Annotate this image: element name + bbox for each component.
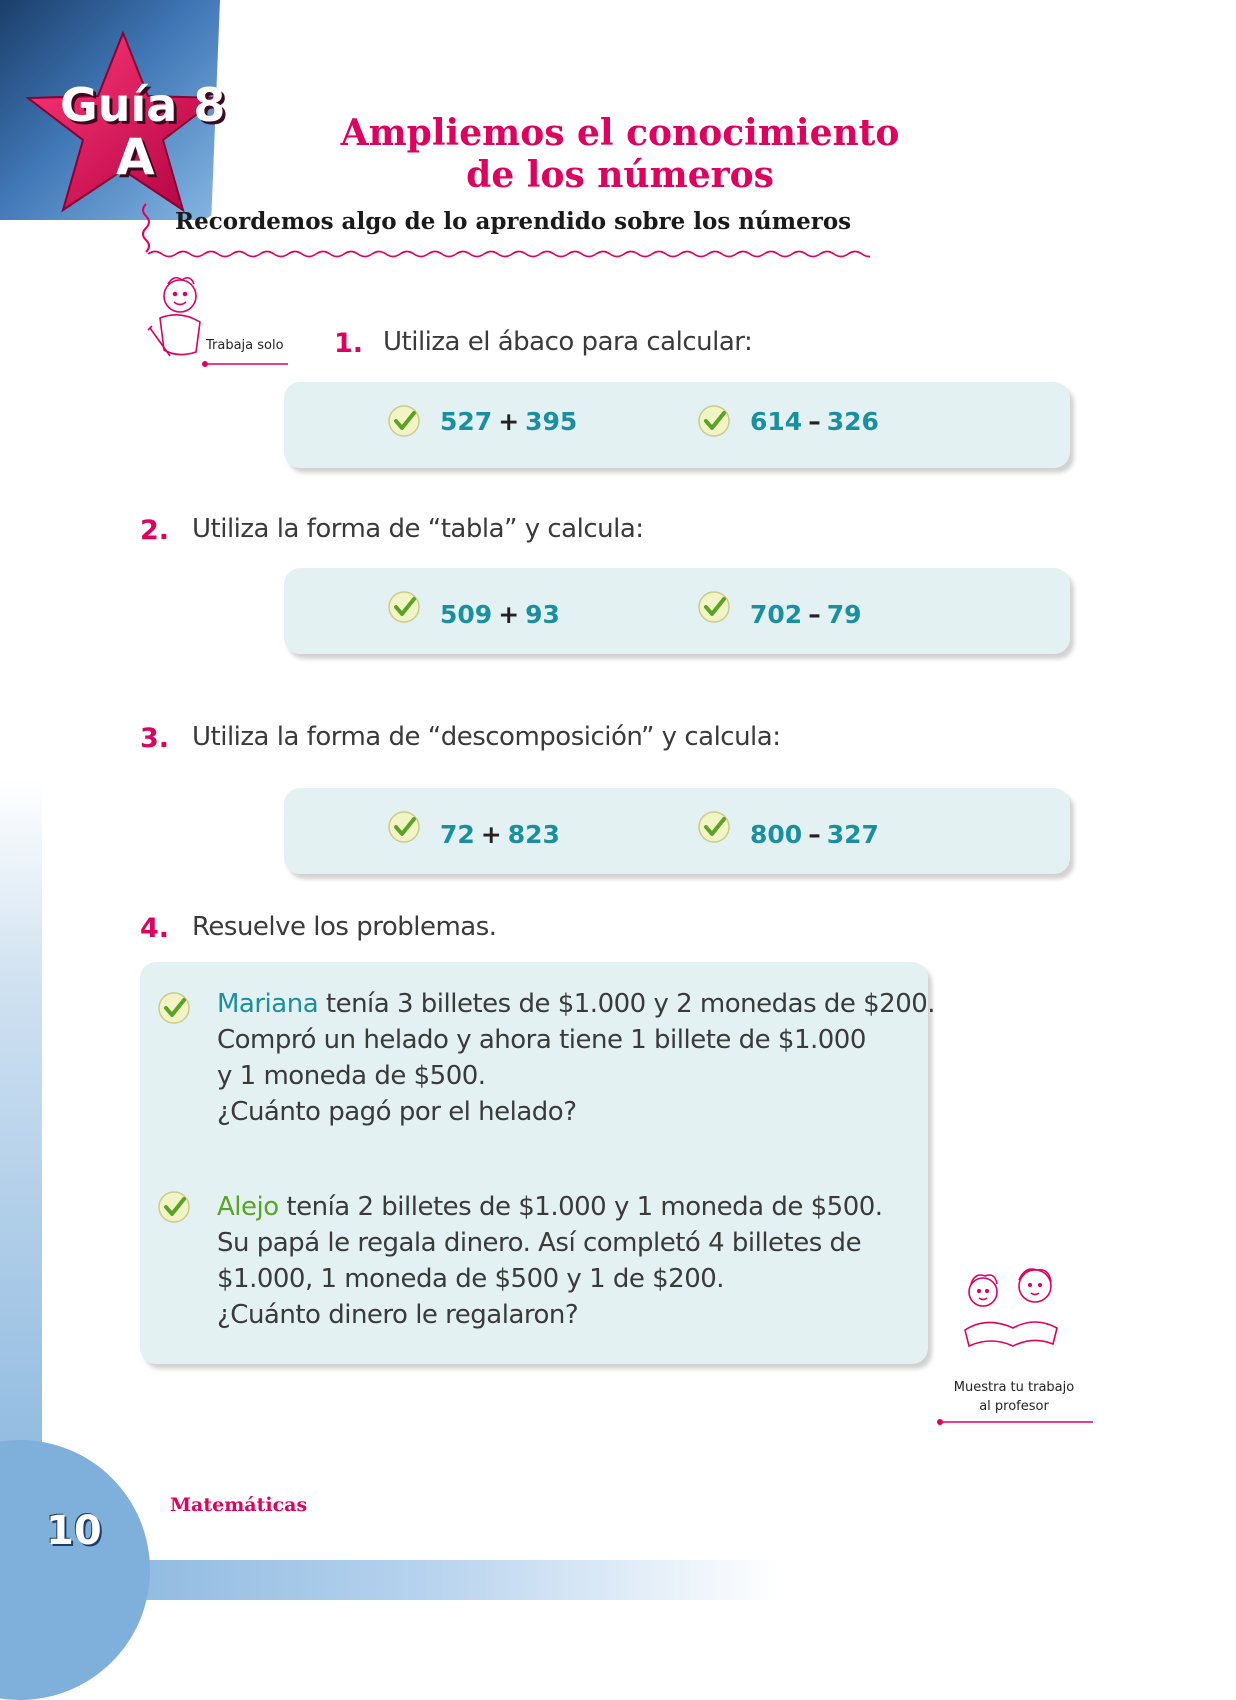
guide-label: Guía 8 xyxy=(60,78,226,132)
operand: 326 xyxy=(826,407,879,436)
title-line-2: de los números xyxy=(466,154,774,196)
question-3-number: 3. xyxy=(140,723,170,754)
question-2-text: Utiliza la forma de “tabla” y calcula: xyxy=(192,514,644,544)
checkmark-icon xyxy=(387,810,421,844)
checkmark-icon xyxy=(697,404,731,438)
operation-2a xyxy=(440,600,560,629)
problem-2-line-1 xyxy=(217,1189,883,1225)
guide-letter: A xyxy=(116,128,155,186)
operand: 800 xyxy=(750,820,803,849)
operator: + xyxy=(498,407,520,436)
operand: 614 xyxy=(750,407,803,436)
problem-1-question: ¿Cuánto pagó por el helado? xyxy=(217,1097,577,1127)
muestra-line-2: al profesor xyxy=(979,1399,1049,1414)
muestra-line-1: Muestra tu trabajo xyxy=(953,1380,1075,1395)
page-subtitle: Recordemos algo de lo aprendido sobre los números xyxy=(175,208,852,235)
checkmark-icon xyxy=(697,810,731,844)
trabaja-solo-label: Trabaja solo xyxy=(206,338,284,353)
children-reading-icon xyxy=(955,1262,1075,1352)
question-2-number: 2. xyxy=(140,515,170,546)
problem-2-line-1-text: tenía 2 billetes de $1.000 y 1 moneda de $500. xyxy=(278,1192,883,1222)
problem-1 xyxy=(217,986,935,1130)
problem-1-line-1 xyxy=(217,986,935,1022)
operation-3b xyxy=(750,820,879,849)
question-1-number: 1. xyxy=(334,328,364,359)
muestra-trabajo-label xyxy=(944,1378,1084,1416)
checkmark-icon xyxy=(697,590,731,624)
checkmark-icon xyxy=(387,590,421,624)
operation-1b xyxy=(750,407,879,436)
checkmark-icon xyxy=(157,1190,191,1224)
operation-1a xyxy=(440,407,577,436)
operand: 395 xyxy=(525,407,578,436)
operand: 527 xyxy=(440,407,493,436)
page-title xyxy=(270,112,970,196)
operator: – xyxy=(808,600,821,629)
problem-1-line-2: Compró un helado y ahora tiene 1 billete de $1.000 xyxy=(217,1025,866,1055)
trabaja-solo-underline xyxy=(200,360,290,368)
problem-2 xyxy=(217,1189,883,1333)
operation-3a xyxy=(440,820,560,849)
question-1-text: Utiliza el ábaco para calcular: xyxy=(383,327,753,357)
operand: 72 xyxy=(440,820,475,849)
problem-1-line-1-text: tenía 3 billetes de $1.000 y 2 monedas de $200. xyxy=(318,989,936,1019)
checkmark-icon xyxy=(157,991,191,1025)
muestra-trabajo-underline xyxy=(935,1418,1095,1426)
footer-subject: Matemáticas xyxy=(170,1494,308,1516)
question-4-number: 4. xyxy=(140,913,170,944)
question-3-text: Utiliza la forma de “descomposición” y calcula: xyxy=(192,722,781,752)
page-number: 10 xyxy=(46,1508,102,1554)
checkmark-icon xyxy=(387,404,421,438)
operand: 509 xyxy=(440,600,493,629)
problem-1-name: Mariana xyxy=(217,989,319,1019)
operator: – xyxy=(808,407,821,436)
operation-2b xyxy=(750,600,861,629)
page-number-corner xyxy=(0,1440,150,1700)
question-4-text: Resuelve los problemas. xyxy=(192,912,497,942)
operand: 93 xyxy=(525,600,560,629)
problem-2-name: Alejo xyxy=(217,1192,279,1222)
operand: 79 xyxy=(826,600,862,629)
operator: – xyxy=(808,820,821,849)
problem-1-line-3: y 1 moneda de $500. xyxy=(217,1061,486,1091)
problem-2-line-2: Su papá le regala dinero. Así completó 4 billetes de xyxy=(217,1228,862,1258)
operand: 702 xyxy=(750,600,803,629)
operator: + xyxy=(498,600,520,629)
operator: + xyxy=(480,820,502,849)
operand: 327 xyxy=(826,820,879,849)
problem-2-line-3: $1.000, 1 moneda de $500 y 1 de $200. xyxy=(217,1264,725,1294)
operand: 823 xyxy=(507,820,560,849)
title-line-1: Ampliemos el conocimiento xyxy=(340,112,900,154)
problem-2-question: ¿Cuánto dinero le regalaron? xyxy=(217,1300,579,1330)
